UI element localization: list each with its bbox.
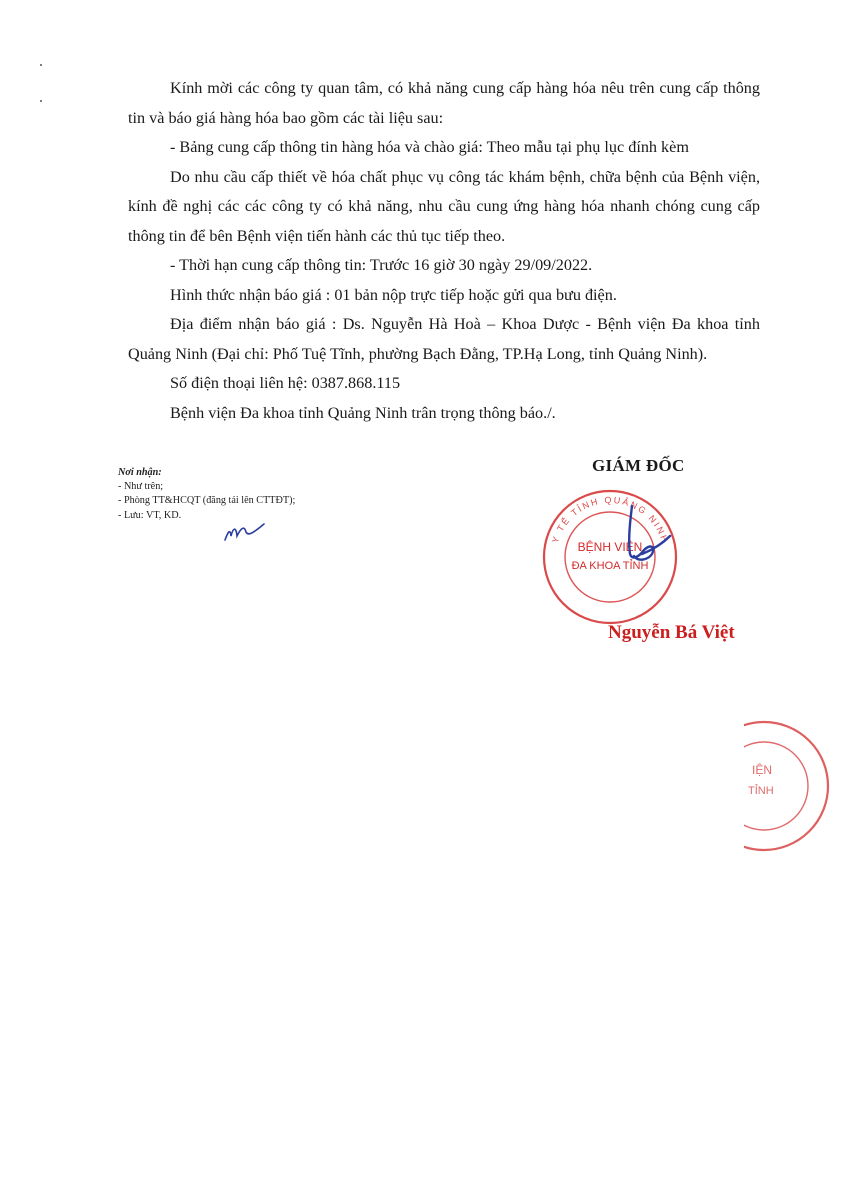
paragraph-submission-form: Hình thức nhận báo giá : 01 bản nộp trực tiếp hoặc gửi qua bưu điện. [170, 285, 617, 304]
recipients-block [118, 466, 295, 523]
stamp-ring-text: Y TẾ TỈNH QUẢNG NINH [549, 494, 671, 546]
director-signature [612, 500, 674, 572]
handwritten-initials [222, 520, 268, 544]
paragraph-request: Do nhu cầu cấp thiết về hóa chất phục vụ công tác khám bệnh, chữa bệnh của Bệnh viện, kính đề nghị các các công ty có khả năng, nhu cầu cung ứng hàng hóa nhanh chóng cung cấp thông tin để bên Bệnh viện tiến hành các thủ tục tiếp theo. [128, 167, 760, 245]
paragraph-deadline: - Thời hạn cung cấp thông tin: Trước 16 giờ 30 ngày 29/09/2022. [170, 256, 593, 274]
recipient-item: - Như trên; [118, 481, 164, 493]
paragraph-closing: Bệnh viện Đa khoa tỉnh Quảng Ninh trân trọng thông báo./. [170, 403, 556, 422]
letter-body [128, 74, 760, 428]
stamp-line-1: BỆNH VIỆN [577, 540, 643, 554]
scan-speck [40, 100, 42, 102]
paragraph-invitation: Kính mời các công ty quan tâm, có khả năng cung cấp hàng hóa nêu trên cung cấp thông tin và báo giá hàng hóa bao gồm các tài liệu sau: [128, 79, 760, 127]
paragraph-submission-address: Địa điểm nhận báo giá : Ds. Nguyễn Hà Hoà – Khoa Dược - Bệnh viện Đa khoa tỉnh Quảng Ninh (Đại chỉ: Phố Tuệ Tĩnh, phường Bạch Đằng, TP.Hạ Long, tỉnh Quảng Ninh). [128, 315, 760, 363]
recipient-item: - Phòng TT&HCQT (đăng tải lên CTTĐT); [118, 495, 296, 507]
paragraph-phone: Số điện thoại liên hệ: 0387.868.115 [170, 374, 401, 392]
stamp-line-2: ĐA KHOA TỈNH [571, 560, 649, 572]
recipients-title: Nơi nhận: [118, 467, 162, 478]
recipient-item: - Lưu: VT, KD. [118, 509, 182, 521]
paragraph-price-table: - Bảng cung cấp thông tin hàng hóa và chào giá: Theo mẫu tại phụ lục đính kèm [170, 138, 689, 156]
signature-title: GIÁM ĐỐC [592, 456, 685, 475]
scan-speck [40, 64, 42, 66]
signer-name: Nguyễn Bá Việt [608, 622, 735, 643]
partial-stamp-fragment-2: TỈNH [748, 785, 774, 797]
partial-stamp-fragment-1: IỆN [752, 763, 773, 777]
partial-stamp-offset [744, 714, 844, 864]
